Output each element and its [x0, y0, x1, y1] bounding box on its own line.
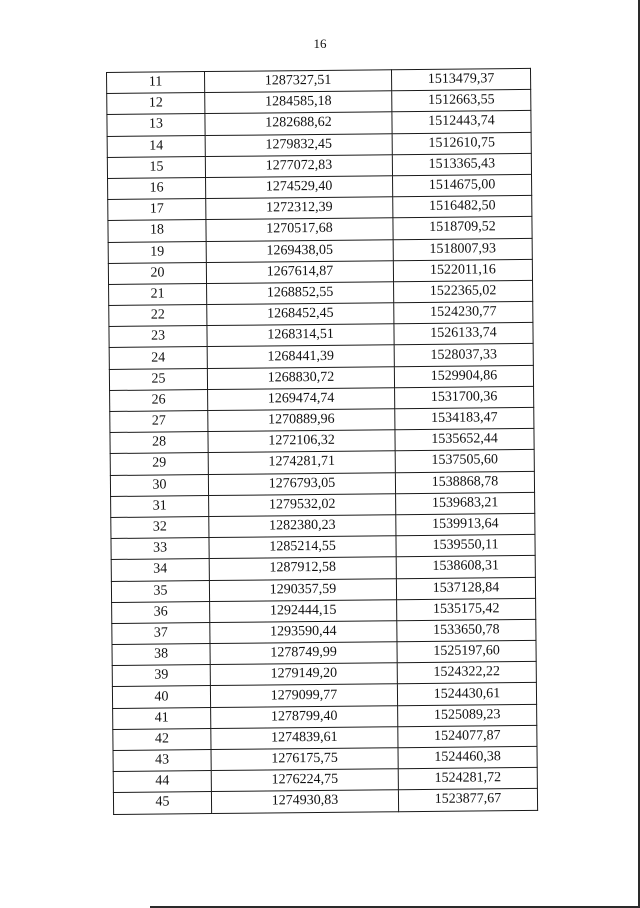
x-coordinate-cell: 1270889,96 [208, 409, 395, 432]
point-number-cell: 39 [112, 665, 210, 687]
x-coordinate-cell: 1279149,20 [210, 663, 397, 686]
x-coordinate-cell: 1276175,75 [211, 748, 398, 771]
point-number-cell: 19 [108, 241, 206, 263]
y-coordinate-cell: 1522365,02 [394, 280, 533, 303]
point-number-cell: 25 [109, 368, 207, 390]
x-coordinate-cell: 1292444,15 [210, 599, 397, 622]
y-coordinate-cell: 1526133,74 [394, 323, 533, 346]
x-coordinate-cell: 1282688,62 [205, 112, 392, 135]
y-coordinate-cell: 1524322,22 [397, 662, 536, 685]
x-coordinate-cell: 1272312,39 [206, 197, 393, 220]
point-number-cell: 33 [111, 538, 209, 560]
point-number-cell: 38 [112, 644, 210, 666]
point-number-cell: 21 [109, 283, 207, 305]
y-coordinate-cell: 1533650,78 [397, 619, 536, 642]
x-coordinate-cell: 1278799,40 [211, 705, 398, 728]
y-coordinate-cell: 1537505,60 [395, 450, 534, 473]
x-coordinate-cell: 1279832,45 [205, 133, 392, 156]
y-coordinate-cell: 1531700,36 [395, 386, 534, 409]
point-number-cell: 13 [107, 114, 205, 136]
point-number-cell: 45 [113, 792, 211, 814]
y-coordinate-cell: 1513365,43 [392, 153, 531, 176]
y-coordinate-cell: 1518709,52 [393, 217, 532, 240]
x-coordinate-cell: 1274839,61 [211, 727, 398, 750]
x-coordinate-cell: 1287327,51 [205, 70, 392, 93]
x-coordinate-cell: 1278749,99 [210, 642, 397, 665]
y-coordinate-cell: 1513479,37 [391, 68, 530, 91]
table-row [113, 789, 537, 814]
x-coordinate-cell: 1274930,83 [211, 790, 398, 813]
y-coordinate-cell: 1523877,67 [398, 789, 537, 812]
point-number-cell: 32 [111, 516, 209, 538]
y-coordinate-cell: 1524460,38 [398, 746, 537, 769]
point-number-cell: 24 [109, 347, 207, 369]
point-number-cell: 15 [107, 156, 205, 178]
y-coordinate-cell: 1512610,75 [392, 132, 531, 155]
point-number-cell: 12 [107, 93, 205, 115]
point-number-cell: 36 [112, 601, 210, 623]
y-coordinate-cell: 1518007,93 [393, 238, 532, 261]
point-number-cell: 34 [111, 559, 209, 581]
point-number-cell: 26 [110, 389, 208, 411]
x-coordinate-cell: 1268441,39 [207, 345, 394, 368]
point-number-cell: 27 [110, 411, 208, 433]
point-number-cell: 22 [109, 305, 207, 327]
y-coordinate-cell: 1539913,64 [396, 513, 535, 536]
point-number-cell: 28 [110, 432, 208, 454]
y-coordinate-cell: 1525089,23 [398, 704, 537, 727]
point-number-cell: 14 [107, 135, 205, 157]
coordinates-table-body [107, 68, 538, 814]
x-coordinate-cell: 1287912,58 [209, 557, 396, 580]
x-coordinate-cell: 1272106,32 [208, 430, 395, 453]
x-coordinate-cell: 1269474,74 [208, 388, 395, 411]
x-coordinate-cell: 1269438,05 [206, 239, 393, 262]
y-coordinate-cell: 1524230,77 [394, 301, 533, 324]
coordinates-table-wrapper [106, 68, 538, 815]
y-coordinate-cell: 1512663,55 [392, 90, 531, 113]
point-number-cell: 30 [110, 474, 208, 496]
x-coordinate-cell: 1268314,51 [207, 324, 394, 347]
x-coordinate-cell: 1293590,44 [210, 621, 397, 644]
y-coordinate-cell: 1514675,00 [393, 174, 532, 197]
x-coordinate-cell: 1268830,72 [207, 366, 394, 389]
y-coordinate-cell: 1524281,72 [398, 768, 537, 791]
point-number-cell: 44 [113, 771, 211, 793]
y-coordinate-cell: 1516482,50 [393, 196, 532, 219]
point-number-cell: 42 [113, 728, 211, 750]
x-coordinate-cell: 1279099,77 [210, 684, 397, 707]
x-coordinate-cell: 1276793,05 [208, 472, 395, 495]
y-coordinate-cell: 1535652,44 [395, 429, 534, 452]
x-coordinate-cell: 1282380,23 [209, 515, 396, 538]
y-coordinate-cell: 1534183,47 [395, 407, 534, 430]
point-number-cell: 31 [111, 495, 209, 517]
page-number: 16 [313, 36, 327, 51]
y-coordinate-cell: 1522011,16 [393, 259, 532, 282]
point-number-cell: 29 [110, 453, 208, 475]
point-number-cell: 40 [112, 686, 210, 708]
x-coordinate-cell: 1268852,55 [207, 282, 394, 305]
y-coordinate-cell: 1539683,21 [396, 492, 535, 515]
point-number-cell: 23 [109, 326, 207, 348]
y-coordinate-cell: 1529904,86 [394, 365, 533, 388]
y-coordinate-cell: 1528037,33 [394, 344, 533, 367]
x-coordinate-cell: 1276224,75 [211, 769, 398, 792]
y-coordinate-cell: 1512443,74 [392, 111, 531, 134]
y-coordinate-cell: 1524430,61 [397, 683, 536, 706]
point-number-cell: 17 [108, 199, 206, 221]
y-coordinate-cell: 1525197,60 [397, 640, 536, 663]
coordinates-table [106, 68, 538, 815]
y-coordinate-cell: 1539550,11 [396, 535, 535, 558]
point-number-cell: 41 [113, 707, 211, 729]
point-number-cell: 20 [108, 262, 206, 284]
x-coordinate-cell: 1277072,83 [205, 155, 392, 178]
x-coordinate-cell: 1267614,87 [206, 260, 393, 283]
x-coordinate-cell: 1284585,18 [205, 91, 392, 114]
point-number-cell: 18 [108, 220, 206, 242]
x-coordinate-cell: 1268452,45 [207, 303, 394, 326]
x-coordinate-cell: 1274281,71 [208, 451, 395, 474]
x-coordinate-cell: 1270517,68 [206, 218, 393, 241]
point-number-cell: 37 [112, 622, 210, 644]
x-coordinate-cell: 1279532,02 [209, 493, 396, 516]
x-coordinate-cell: 1274529,40 [206, 176, 393, 199]
y-coordinate-cell: 1524077,87 [398, 725, 537, 748]
y-coordinate-cell: 1538868,78 [395, 471, 534, 494]
point-number-cell: 16 [108, 177, 206, 199]
point-number-cell: 35 [111, 580, 209, 602]
point-number-cell: 11 [107, 72, 205, 94]
point-number-cell: 43 [113, 750, 211, 772]
y-coordinate-cell: 1535175,42 [397, 598, 536, 621]
y-coordinate-cell: 1537128,84 [396, 577, 535, 600]
y-coordinate-cell: 1538608,31 [396, 556, 535, 579]
x-coordinate-cell: 1285214,55 [209, 536, 396, 559]
x-coordinate-cell: 1290357,59 [209, 578, 396, 601]
